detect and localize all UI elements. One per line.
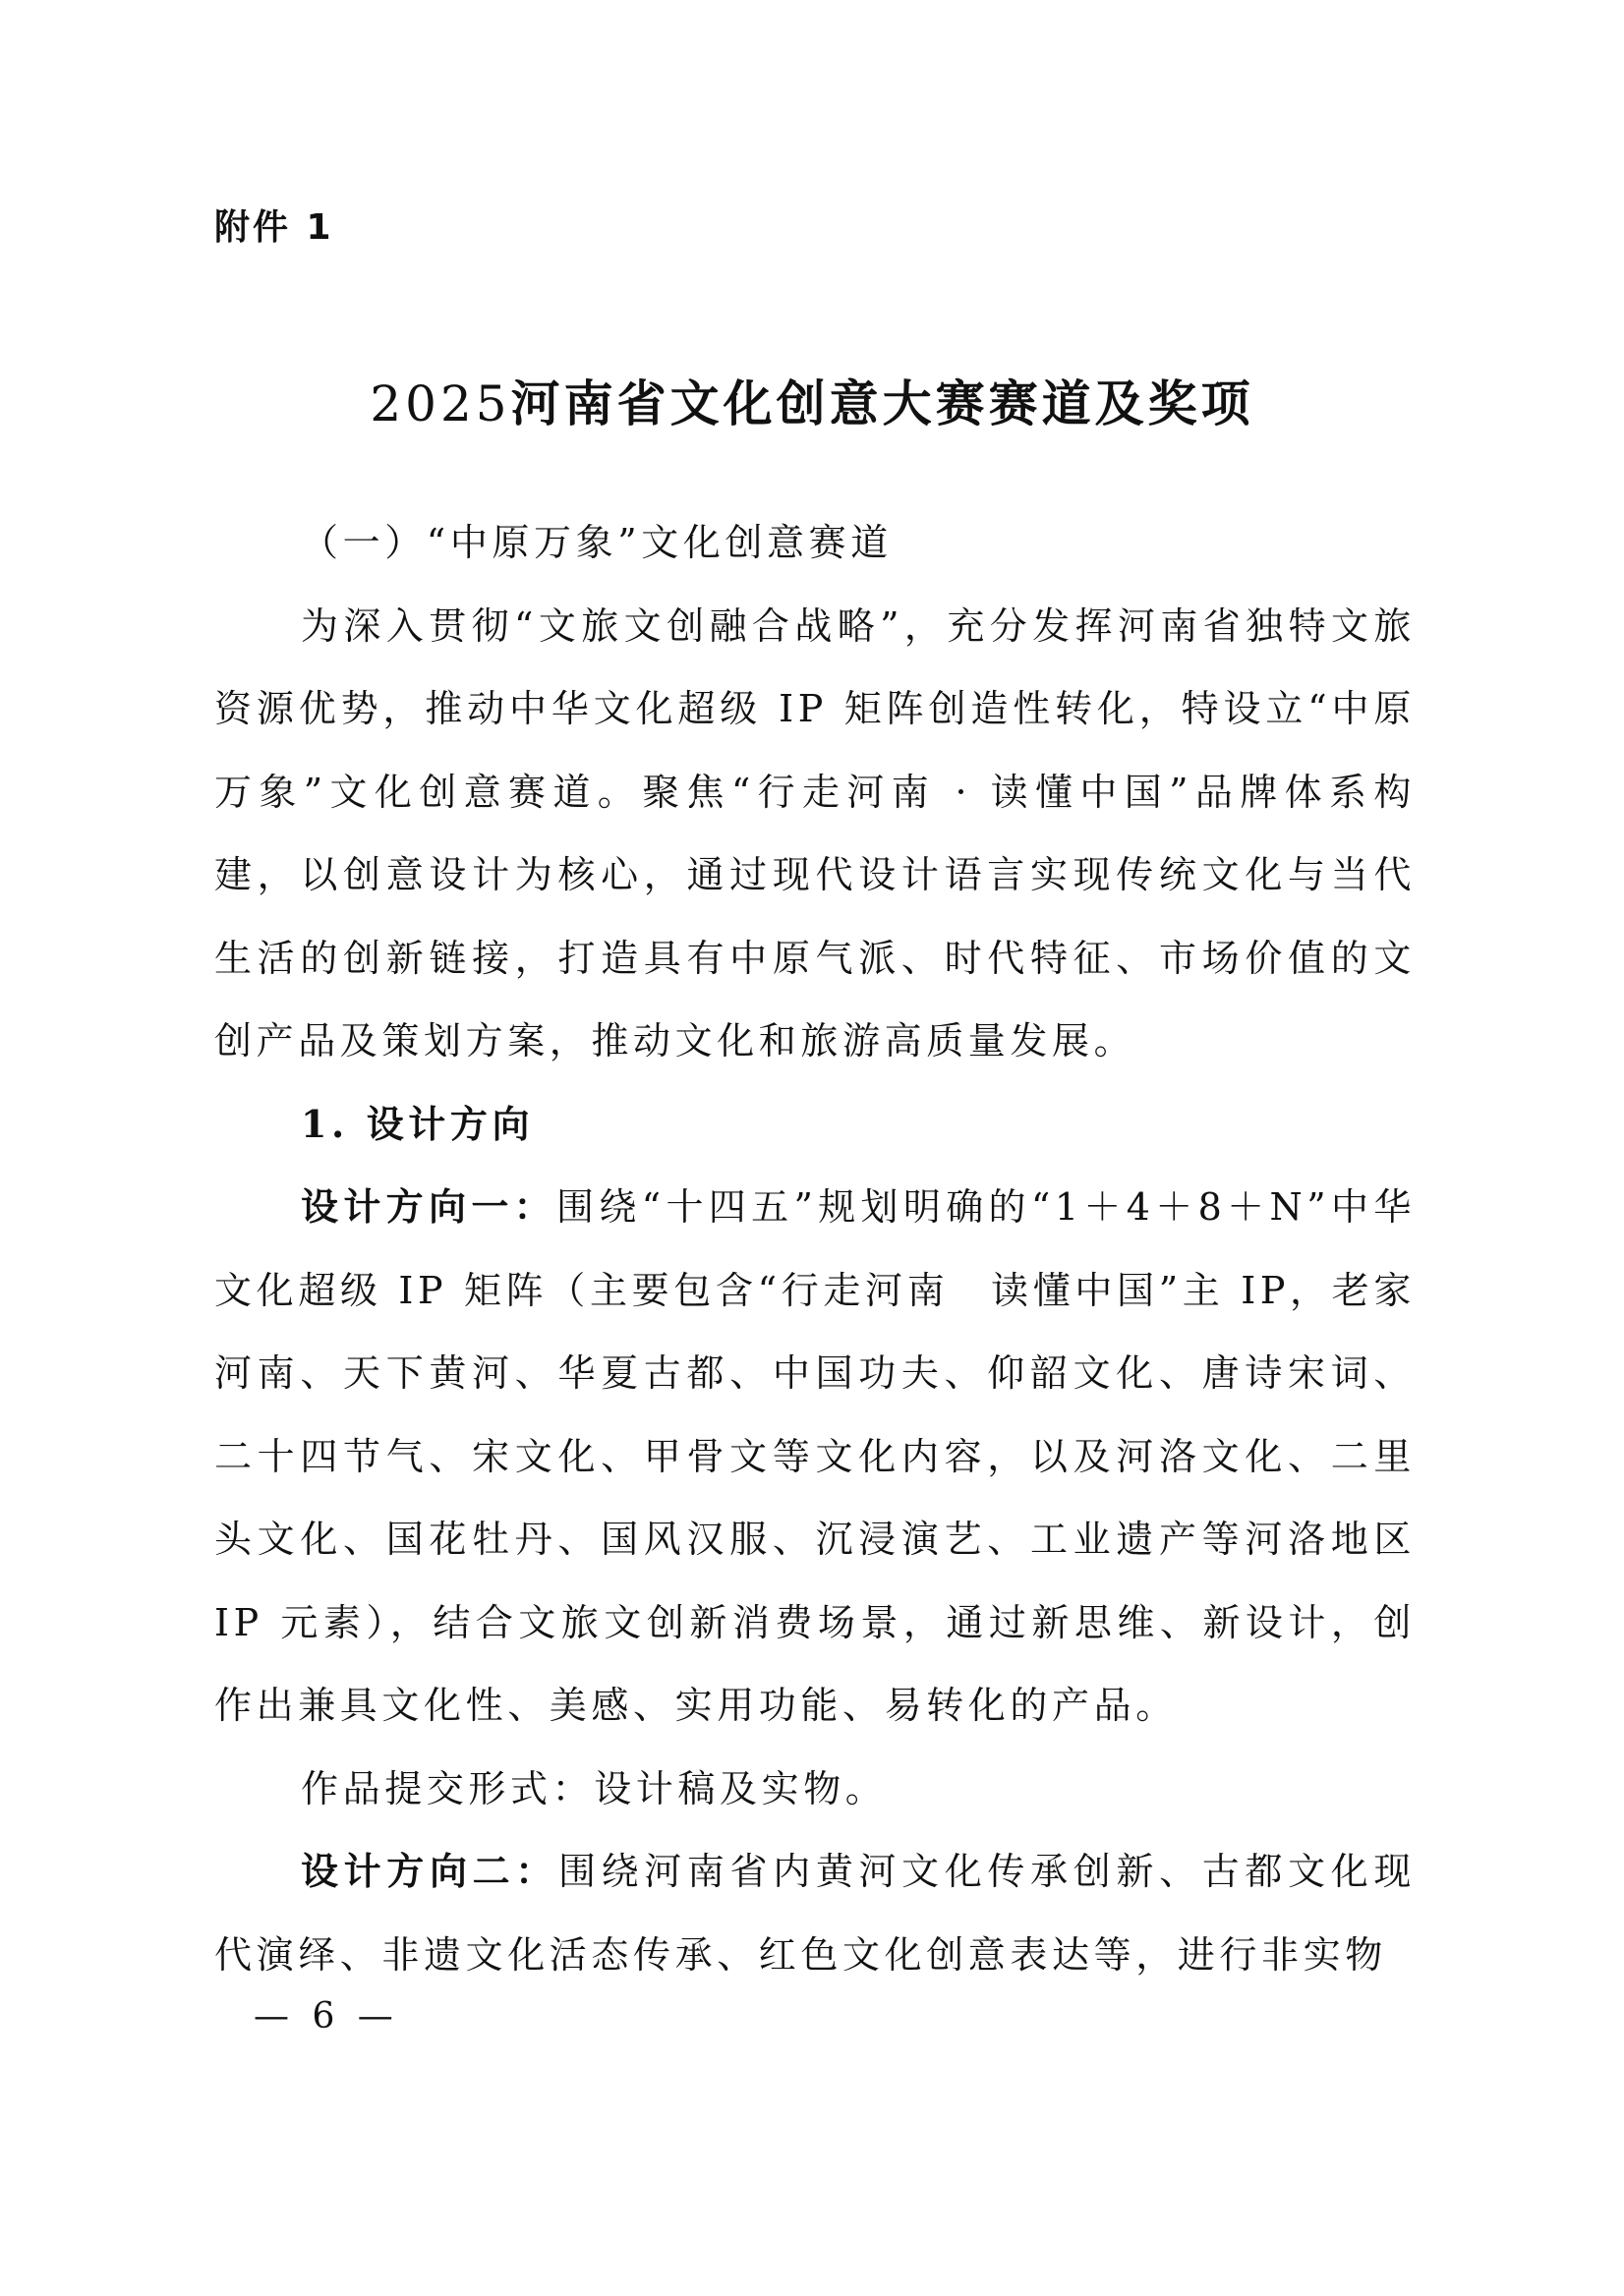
- direction-2-text: 围绕河南省内黄河文化传承创新、古都文化现代演绎、非遗文化活态传承、红色文化创意表达等，进行非实物: [214, 1850, 1416, 1977]
- direction-2-paragraph: [214, 1830, 1416, 1996]
- section-heading: （一）“中原万象”文化创意赛道: [301, 521, 893, 564]
- direction-1-text: 围绕“十四五”规划明确的“1＋4＋8＋N”中华文化超级 IP 矩阵（主要包含“行走河南 读懂中国”主 IP，老家河南、天下黄河、华夏古都、中国功夫、仰韶文化、唐诗宋词、二十四节气、宋文化、甲骨文等文化内容，以及河洛文化、二里头文化、国花牡丹、国风汉服、沉浸演艺、工业遗产等河洛地区 IP 元素），结合文旅文创新消费场景，通过新思维、新设计，创作出兼具文化性、美感、实用功能、易转化的产品。: [214, 1185, 1416, 1727]
- direction-2-label: 设计方向二：: [301, 1849, 558, 1893]
- direction-1-paragraph: [214, 1166, 1416, 1748]
- submission-form: 作品提交形式：设计稿及实物。: [301, 1766, 888, 1810]
- page-number: — 6 —: [254, 1996, 399, 2037]
- direction-1-label: 设计方向一：: [301, 1184, 557, 1229]
- title-text: 河南省文化创意大赛赛道及奖项: [510, 374, 1254, 432]
- document-body: [214, 501, 1416, 1996]
- page-title: [0, 372, 1624, 436]
- intro-paragraph: 为深入贯彻“文旅文创融合战略”，充分发挥河南省独特文旅资源优势，推动中华文化超级 IP 矩阵创造性转化，特设立“中原万象”文化创意赛道。聚焦“行走河南 · 读懂中国”品牌体系构建，以创意设计为核心，通过现代设计语言实现传统文化与当代生活的创新链接，打造具有中原气派、时代特征、市场价值的文创产品及策划方案，推动文化和旅游高质量发展。: [214, 603, 1416, 1062]
- title-year: 2025: [370, 375, 511, 432]
- attachment-label: 附件 1: [214, 207, 334, 248]
- subheading-design-direction: 1. 设计方向: [301, 1101, 535, 1146]
